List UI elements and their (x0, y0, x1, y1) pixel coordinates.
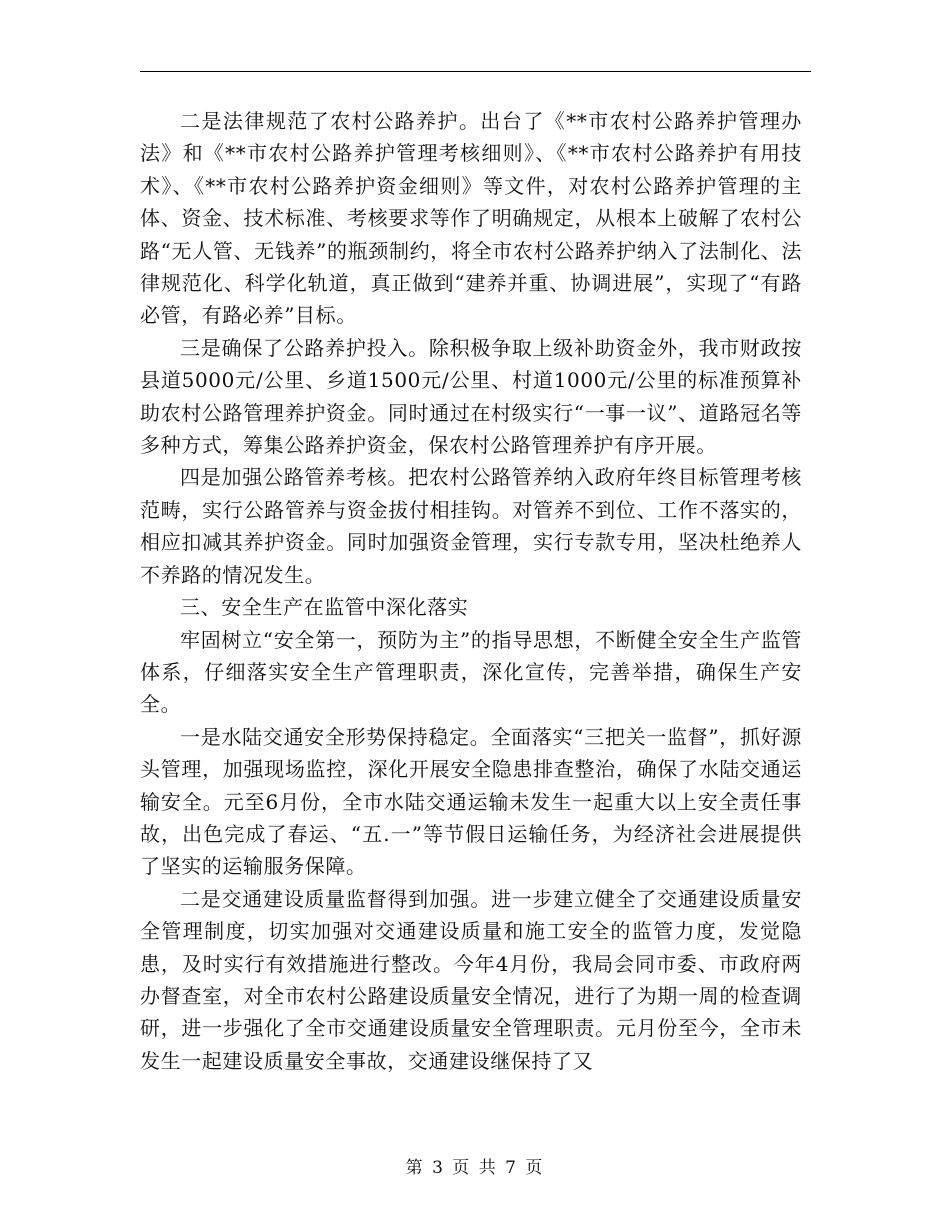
section-heading-safety-production: 三、安全生产在监管中深化落实 (180, 595, 469, 620)
page-footer: 第 3 页 共 7 页 (405, 1158, 545, 1178)
paragraph-safety-intro: 牢固树立“安全第一，预防为主”的指导思想，不断健全安全生产监管体系，仔细落实安全生产管理职责，深化宣传，完善举措，确保生产安全。 (140, 627, 802, 717)
paragraph-maintenance-assessment: 四是加强公路管养考核。把农村公路管养纳入政府年终目标管理考核范畴，实行公路管养与资金拔付相挂钩。对管养不到位、工作不落实的，相应扣减其养护资金。同时加强资金管理，实行专款专用，坚决杜绝养人不养路的情况发生。 (140, 465, 802, 587)
paragraph-road-maintenance-law: 二是法律规范了农村公路养护。出台了《**市农村公路养护管理办法》和《**市农村公路养护管理考核细则》、《**市农村公路养护有用技术》、《**市农村公路养护资金细则》等文件，对农村公路养护管理的主体、资金、技术标准、考核要求等作了明确规定，从根本上破解了农村公路“无人管、无钱养”的瓶颈制约，将全市农村公路养护纳入了法制化、法律规范化、科学化轨道，真正做到“建养并重、协调进展”，实现了“有路必管，有路必养”目标。 (140, 109, 802, 328)
paragraph-construction-quality: 二是交通建设质量监督得到加强。进一步建立健全了交通建设质量安全管理制度，切实加强对交通建设质量和施工安全的监管力度，发觉隐患，及时实行有效措施进行整改。今年4月份，我局会同市委、市政府两办督查室，对全市农村公路建设质量安全情况，进行了为期一周的检查调研，进一步强化了全市交通建设质量安全管理职责。元月份至今，全市未发生一起建设质量安全事故，交通建设继保持了又 (140, 886, 802, 1073)
header-rule (140, 71, 811, 72)
paragraph-maintenance-funding: 三是确保了公路养护投入。除积极争取上级补助资金外，我市财政按县道5000元/公里、乡道1500元/公里、村道1000元/公里的标准预算补助农村公路管理养护资金。同时通过在村级实行“一事一议”、道路冠名等多种方式，筹集公路养护资金，保农村公路管理养护有序开展。 (140, 335, 802, 458)
document-body (140, 105, 802, 1077)
paragraph-traffic-safety: 一是水陆交通安全形势保持稳定。全面落实“三把关一监督”，抓好源头管理，加强现场监控，深化开展安全隐患排查整治，确保了水陆交通运输安全。元至6月份，全市水陆交通运输未发生一起重大以上安全责任事故，出色完成了春运、“五.一”等节假日运输任务，为经济社会进展提供了坚实的运输服务保障。 (140, 724, 802, 879)
